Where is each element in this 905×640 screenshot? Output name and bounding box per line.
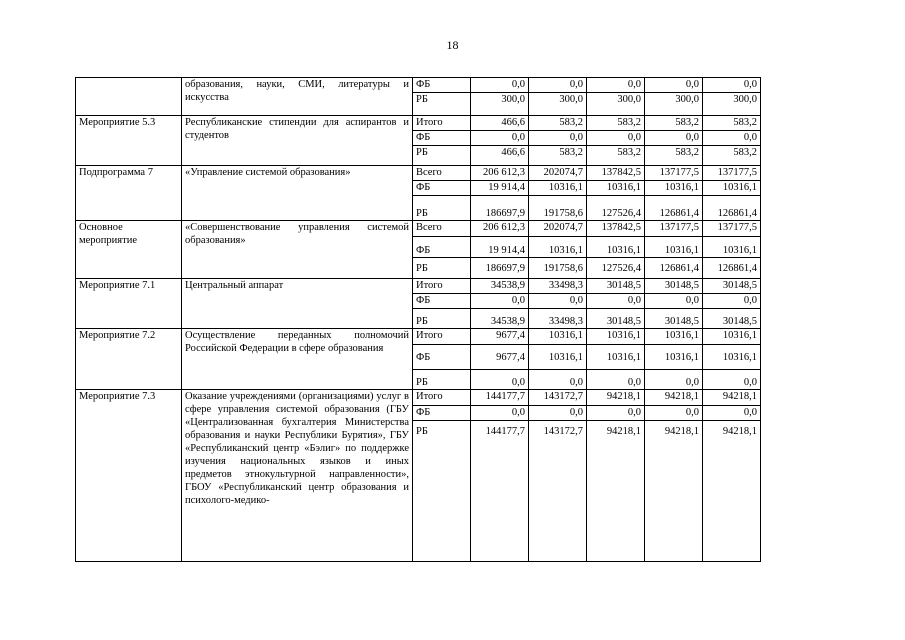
table-row: [76, 116, 761, 131]
value-cell: 143172,7: [529, 390, 587, 406]
source-cell: РБ: [413, 93, 471, 116]
source-cell: РБ: [413, 146, 471, 166]
source-cell: РБ: [413, 421, 471, 562]
value-cell: 0,0: [703, 78, 761, 93]
value-cell: 10316,1: [529, 329, 587, 345]
value-cell: 0,0: [703, 294, 761, 309]
code-cell: Подпрограмма 7: [76, 166, 182, 221]
value-cell: 34538,9: [471, 309, 529, 329]
value-cell: 0,0: [703, 406, 761, 421]
value-cell: 186697,9: [471, 258, 529, 279]
value-cell: 10316,1: [703, 181, 761, 196]
value-cell: 300,0: [703, 93, 761, 116]
description-cell: Республиканские стипендии для аспирантов и студентов: [182, 116, 413, 166]
description-cell: Осуществление переданных полномочий Российской Федерации в сфере образования: [182, 329, 413, 390]
value-cell: 126861,4: [703, 196, 761, 221]
value-cell: 144177,7: [471, 390, 529, 406]
table-row: [76, 329, 761, 345]
value-cell: 466,6: [471, 146, 529, 166]
code-cell: Мероприятие 7.2: [76, 329, 182, 390]
value-cell: 0,0: [587, 131, 645, 146]
value-cell: 19 914,4: [471, 181, 529, 196]
description-cell: образования, науки, СМИ, литературы и искусства: [182, 78, 413, 116]
value-cell: 137177,5: [645, 221, 703, 237]
value-cell: 0,0: [471, 370, 529, 390]
value-cell: 126861,4: [703, 258, 761, 279]
value-cell: 30148,5: [587, 279, 645, 294]
value-cell: 583,2: [703, 116, 761, 131]
value-cell: 9677,4: [471, 329, 529, 345]
value-cell: 0,0: [471, 131, 529, 146]
value-cell: 583,2: [645, 116, 703, 131]
value-cell: 0,0: [529, 294, 587, 309]
table-row: [76, 78, 761, 93]
value-cell: 30148,5: [703, 279, 761, 294]
value-cell: 10316,1: [529, 181, 587, 196]
value-cell: 137842,5: [587, 221, 645, 237]
value-cell: 30148,5: [645, 279, 703, 294]
source-cell: РБ: [413, 258, 471, 279]
value-cell: 0,0: [471, 78, 529, 93]
value-cell: 94218,1: [645, 390, 703, 406]
budget-table: [75, 77, 761, 562]
value-cell: 10316,1: [587, 345, 645, 370]
value-cell: 0,0: [529, 78, 587, 93]
value-cell: 10316,1: [645, 345, 703, 370]
value-cell: 583,2: [587, 146, 645, 166]
value-cell: 94218,1: [703, 390, 761, 406]
value-cell: 202074,7: [529, 221, 587, 237]
value-cell: 10316,1: [587, 329, 645, 345]
value-cell: 10316,1: [645, 181, 703, 196]
source-cell: ФБ: [413, 345, 471, 370]
source-cell: Итого: [413, 329, 471, 345]
source-cell: РБ: [413, 309, 471, 329]
table-row: [76, 390, 761, 406]
value-cell: 10316,1: [529, 345, 587, 370]
source-cell: РБ: [413, 196, 471, 221]
value-cell: 10316,1: [587, 181, 645, 196]
value-cell: 33498,3: [529, 309, 587, 329]
source-cell: Всего: [413, 166, 471, 181]
value-cell: 0,0: [587, 406, 645, 421]
code-cell: Мероприятие 5.3: [76, 116, 182, 166]
description-cell: Оказание учреждениями (организациями) услуг в сфере управления системой образования (ГБУ «Централизованная бухгалтерия Министерства образования и науки Республики Бурятия», ГБУ «Республиканский центр «Бэлиг» по поддержке изучения национальных языков и иных предметов этнокультурной направленности», ГБОУ «Республиканский центр образования и психолого-медико-: [182, 390, 413, 562]
code-cell: Мероприятие 7.3: [76, 390, 182, 562]
value-cell: 30148,5: [703, 309, 761, 329]
value-cell: 34538,9: [471, 279, 529, 294]
value-cell: 583,2: [529, 146, 587, 166]
source-cell: Всего: [413, 221, 471, 237]
value-cell: 300,0: [645, 93, 703, 116]
value-cell: 126861,4: [645, 196, 703, 221]
value-cell: 137177,5: [703, 221, 761, 237]
source-cell: ФБ: [413, 181, 471, 196]
value-cell: 10316,1: [703, 237, 761, 258]
source-cell: РБ: [413, 370, 471, 390]
value-cell: 466,6: [471, 116, 529, 131]
source-cell: ФБ: [413, 294, 471, 309]
value-cell: 191758,6: [529, 196, 587, 221]
source-cell: Итого: [413, 279, 471, 294]
value-cell: 0,0: [645, 294, 703, 309]
source-cell: ФБ: [413, 78, 471, 93]
value-cell: 94218,1: [645, 421, 703, 562]
code-cell: Основное мероприятие: [76, 221, 182, 279]
value-cell: 10316,1: [645, 237, 703, 258]
table-row: [76, 166, 761, 181]
value-cell: 30148,5: [645, 309, 703, 329]
description-cell: «Совершенствование управления системой образования»: [182, 221, 413, 279]
value-cell: 202074,7: [529, 166, 587, 181]
value-cell: 583,2: [645, 146, 703, 166]
value-cell: 583,2: [529, 116, 587, 131]
value-cell: 94218,1: [587, 421, 645, 562]
value-cell: 0,0: [471, 406, 529, 421]
value-cell: 0,0: [529, 406, 587, 421]
value-cell: 206 612,3: [471, 221, 529, 237]
source-cell: Итого: [413, 116, 471, 131]
page-number: 18: [446, 38, 459, 52]
value-cell: 33498,3: [529, 279, 587, 294]
source-cell: Итого: [413, 390, 471, 406]
value-cell: 127526,4: [587, 258, 645, 279]
value-cell: 300,0: [587, 93, 645, 116]
value-cell: 0,0: [645, 131, 703, 146]
value-cell: 126861,4: [645, 258, 703, 279]
value-cell: 186697,9: [471, 196, 529, 221]
table-row: [76, 221, 761, 237]
value-cell: 137842,5: [587, 166, 645, 181]
value-cell: 300,0: [529, 93, 587, 116]
value-cell: 137177,5: [703, 166, 761, 181]
description-cell: Центральный аппарат: [182, 279, 413, 329]
value-cell: 0,0: [471, 294, 529, 309]
value-cell: 19 914,4: [471, 237, 529, 258]
value-cell: 0,0: [529, 131, 587, 146]
value-cell: 0,0: [703, 131, 761, 146]
value-cell: 300,0: [471, 93, 529, 116]
source-cell: ФБ: [413, 406, 471, 421]
value-cell: 94218,1: [587, 390, 645, 406]
value-cell: 583,2: [703, 146, 761, 166]
value-cell: 30148,5: [587, 309, 645, 329]
value-cell: 0,0: [645, 78, 703, 93]
code-cell: Мероприятие 7.1: [76, 279, 182, 329]
value-cell: 10316,1: [645, 329, 703, 345]
value-cell: 0,0: [587, 294, 645, 309]
value-cell: 191758,6: [529, 258, 587, 279]
value-cell: 144177,7: [471, 421, 529, 562]
value-cell: 10316,1: [529, 237, 587, 258]
value-cell: 0,0: [645, 406, 703, 421]
value-cell: 0,0: [587, 78, 645, 93]
value-cell: 0,0: [645, 370, 703, 390]
value-cell: 9677,4: [471, 345, 529, 370]
value-cell: 0,0: [529, 370, 587, 390]
value-cell: 94218,1: [703, 421, 761, 562]
value-cell: 206 612,3: [471, 166, 529, 181]
source-cell: ФБ: [413, 131, 471, 146]
value-cell: 10316,1: [703, 329, 761, 345]
value-cell: 0,0: [703, 370, 761, 390]
description-cell: «Управление системой образования»: [182, 166, 413, 221]
value-cell: 143172,7: [529, 421, 587, 562]
value-cell: 127526,4: [587, 196, 645, 221]
value-cell: 583,2: [587, 116, 645, 131]
code-cell: [76, 78, 182, 116]
value-cell: 137177,5: [645, 166, 703, 181]
value-cell: 10316,1: [703, 345, 761, 370]
source-cell: ФБ: [413, 237, 471, 258]
table-row: [76, 279, 761, 294]
value-cell: 10316,1: [587, 237, 645, 258]
value-cell: 0,0: [587, 370, 645, 390]
